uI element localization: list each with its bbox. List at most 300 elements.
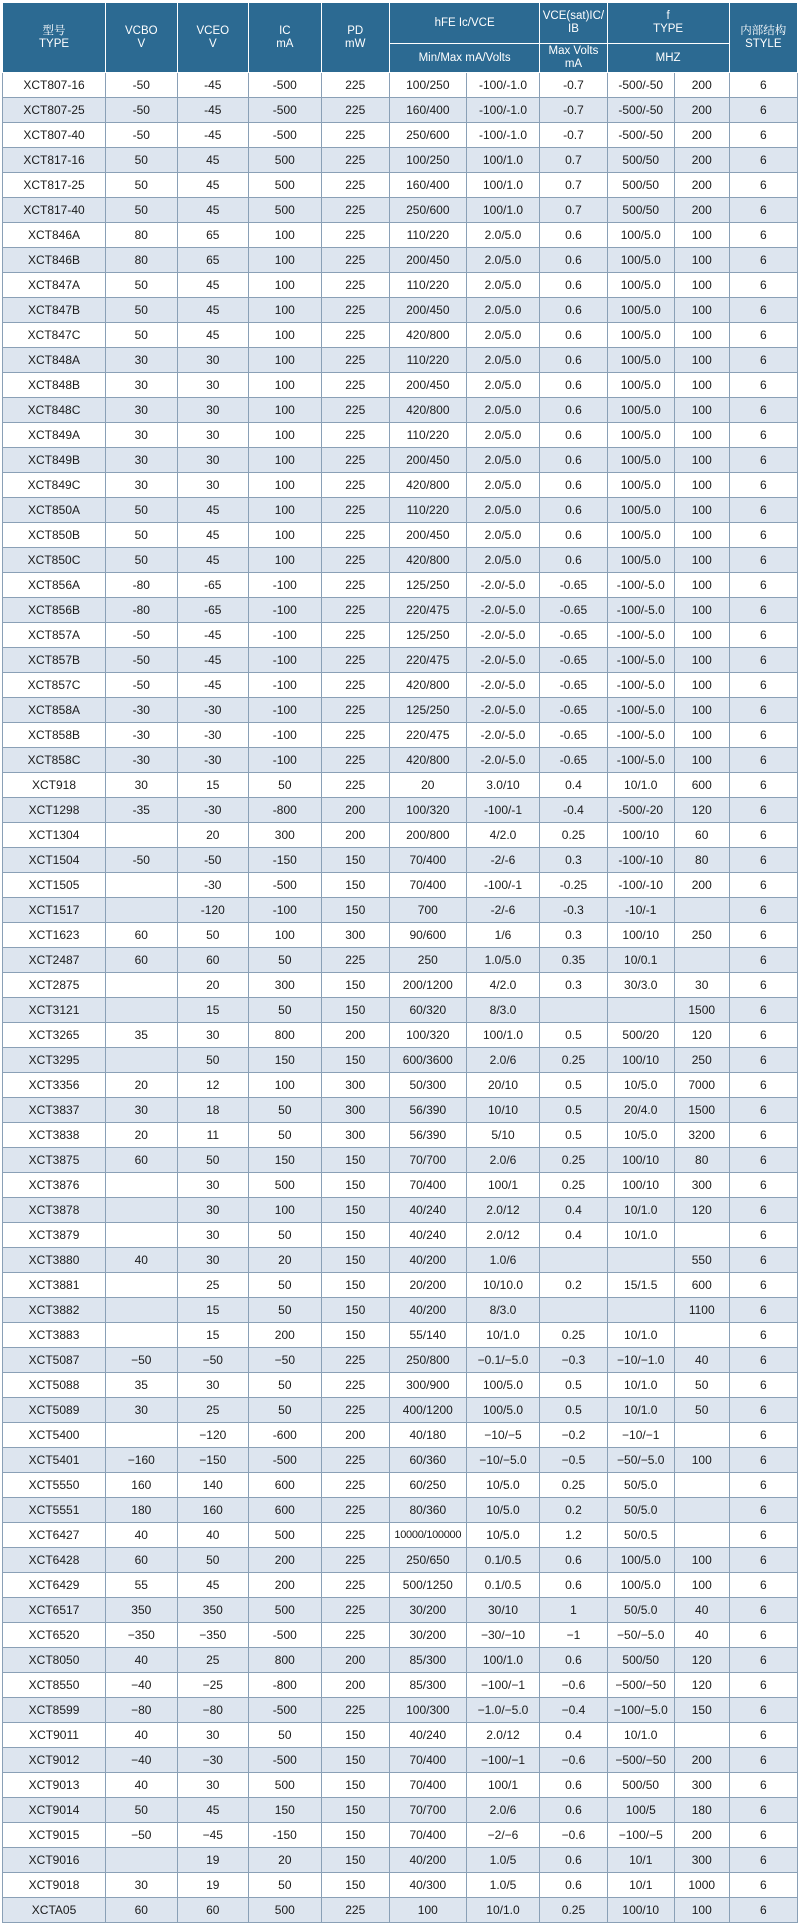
cell-pd: 200	[321, 1023, 389, 1048]
cell-vcbo: -50	[106, 623, 178, 648]
cell-vcesat: −0.2	[540, 1423, 607, 1448]
cell-vcesat-cond: 100/5.0	[607, 298, 674, 323]
cell-ic: -500	[249, 123, 322, 148]
cell-vceo: -45	[177, 123, 249, 148]
cell-type: XCT849A	[3, 423, 106, 448]
cell-hfe-cond: -2/-6	[466, 848, 540, 873]
cell-vcbo: 30	[106, 348, 178, 373]
cell-type: XCT858A	[3, 698, 106, 723]
cell-pd: 225	[321, 598, 389, 623]
cell-style: 6	[729, 1723, 797, 1748]
cell-vceo: 15	[177, 1323, 249, 1348]
header-f-sub: MHZ	[607, 44, 729, 73]
cell-ic: -800	[249, 1673, 322, 1698]
header-vceo: VCEO V	[177, 3, 249, 73]
table-row	[3, 1298, 798, 1323]
cell-hfe-cond: 2.0/5.0	[466, 273, 540, 298]
cell-style: 6	[729, 848, 797, 873]
cell-pd: 200	[321, 1423, 389, 1448]
cell-f: 50	[674, 1373, 729, 1398]
cell-vcbo	[106, 1848, 178, 1873]
cell-vcesat-cond: 100/10	[607, 1148, 674, 1173]
cell-f	[674, 1723, 729, 1748]
cell-hfe-cond: 5/10	[466, 1123, 540, 1148]
cell-type: XCT5401	[3, 1448, 106, 1473]
cell-hfe-minmax: 110/220	[389, 498, 466, 523]
cell-hfe-minmax: 200/800	[389, 823, 466, 848]
cell-hfe-cond: -2/-6	[466, 898, 540, 923]
cell-ic: 20	[249, 1248, 322, 1273]
cell-hfe-cond: 10/5.0	[466, 1498, 540, 1523]
table-row	[3, 1048, 798, 1073]
cell-hfe-minmax: 40/300	[389, 1873, 466, 1898]
cell-vceo: 30	[177, 448, 249, 473]
cell-f: 40	[674, 1348, 729, 1373]
cell-hfe-cond: 10/10	[466, 1098, 540, 1123]
cell-type: XCT3265	[3, 1023, 106, 1048]
cell-vceo: 18	[177, 1098, 249, 1123]
cell-pd: 225	[321, 948, 389, 973]
cell-type: XCT3356	[3, 1073, 106, 1098]
cell-hfe-minmax: 40/240	[389, 1223, 466, 1248]
cell-vcesat: 0.6	[540, 498, 607, 523]
cell-hfe-minmax: 30/200	[389, 1598, 466, 1623]
cell-vcbo: -80	[106, 598, 178, 623]
cell-f: 150	[674, 1698, 729, 1723]
cell-hfe-cond: 1.0/5.0	[466, 948, 540, 973]
cell-vcesat: 0.5	[540, 1398, 607, 1423]
cell-hfe-minmax: 420/800	[389, 473, 466, 498]
cell-vcesat: -0.65	[540, 648, 607, 673]
cell-hfe-cond: 100/1.0	[466, 1023, 540, 1048]
cell-vceo: 60	[177, 948, 249, 973]
cell-vcbo: 50	[106, 548, 178, 573]
cell-hfe-cond: −100/−1	[466, 1748, 540, 1773]
cell-ic: 300	[249, 973, 322, 998]
cell-f: 120	[674, 1673, 729, 1698]
cell-f: 60	[674, 823, 729, 848]
cell-vcesat: 0.7	[540, 198, 607, 223]
cell-vcesat-cond: 100/5.0	[607, 448, 674, 473]
cell-type: XCT8050	[3, 1648, 106, 1673]
cell-type: XCT8550	[3, 1673, 106, 1698]
cell-vcesat: −0.6	[540, 1673, 607, 1698]
table-row	[3, 673, 798, 698]
cell-f: 100	[674, 423, 729, 448]
cell-vcbo: -50	[106, 98, 178, 123]
cell-type: XCT6429	[3, 1573, 106, 1598]
cell-vceo: 45	[177, 198, 249, 223]
cell-style: 6	[729, 323, 797, 348]
cell-hfe-cond: 20/10	[466, 1073, 540, 1098]
cell-vcbo: 30	[106, 398, 178, 423]
cell-hfe-cond: 100/5.0	[466, 1373, 540, 1398]
cell-hfe-cond: -2.0/-5.0	[466, 748, 540, 773]
cell-type: XCT3882	[3, 1298, 106, 1323]
table-row	[3, 1873, 798, 1898]
cell-vceo: -45	[177, 648, 249, 673]
cell-style: 6	[729, 398, 797, 423]
cell-f: 200	[674, 873, 729, 898]
cell-style: 6	[729, 298, 797, 323]
cell-vceo: 30	[177, 1723, 249, 1748]
cell-type: XCT3837	[3, 1098, 106, 1123]
cell-hfe-cond: 100/1.0	[466, 148, 540, 173]
cell-vceo: 30	[177, 423, 249, 448]
cell-hfe-minmax: 80/360	[389, 1498, 466, 1523]
cell-hfe-cond: 2.0/5.0	[466, 448, 540, 473]
cell-style: 6	[729, 1048, 797, 1073]
cell-vcbo: 160	[106, 1473, 178, 1498]
cell-pd: 225	[321, 1398, 389, 1423]
cell-hfe-cond: -2.0/-5.0	[466, 623, 540, 648]
cell-vceo: 45	[177, 1573, 249, 1598]
cell-vcesat-cond: −500/−50	[607, 1748, 674, 1773]
cell-hfe-cond: 30/10	[466, 1598, 540, 1623]
cell-hfe-cond: 2.0/5.0	[466, 298, 540, 323]
cell-vcbo: 50	[106, 273, 178, 298]
cell-hfe-cond: 2.0/5.0	[466, 498, 540, 523]
cell-hfe-cond: 1.0/6	[466, 1248, 540, 1273]
cell-vcesat: 0.25	[540, 1048, 607, 1073]
cell-vcbo: 40	[106, 1773, 178, 1798]
cell-hfe-cond: 2.0/5.0	[466, 423, 540, 448]
cell-hfe-cond: −0.1/−5.0	[466, 1348, 540, 1373]
cell-f: 300	[674, 1773, 729, 1798]
cell-vcesat-cond: −10/−1	[607, 1423, 674, 1448]
cell-f	[674, 1223, 729, 1248]
cell-vcesat: 0.3	[540, 923, 607, 948]
cell-f: 100	[674, 523, 729, 548]
cell-pd: 225	[321, 1898, 389, 1923]
cell-style: 6	[729, 1098, 797, 1123]
table-row	[3, 898, 798, 923]
cell-ic: -150	[249, 1823, 322, 1848]
cell-style: 6	[729, 448, 797, 473]
cell-vceo: 20	[177, 973, 249, 998]
cell-vcbo: −80	[106, 1698, 178, 1723]
cell-type: XCT846A	[3, 223, 106, 248]
cell-hfe-minmax: 85/300	[389, 1648, 466, 1673]
cell-vcbo: -35	[106, 798, 178, 823]
cell-vcesat-cond: 10/1.0	[607, 1198, 674, 1223]
cell-vcbo	[106, 1273, 178, 1298]
cell-vceo: -45	[177, 98, 249, 123]
cell-pd: 225	[321, 523, 389, 548]
cell-vcesat-cond: 100/5.0	[607, 1548, 674, 1573]
cell-pd: 150	[321, 1773, 389, 1798]
cell-vcesat: 0.35	[540, 948, 607, 973]
cell-ic: -500	[249, 873, 322, 898]
cell-type: XCT858C	[3, 748, 106, 773]
table-row	[3, 573, 798, 598]
cell-style: 6	[729, 98, 797, 123]
cell-vcbo: 80	[106, 248, 178, 273]
cell-hfe-cond: 100/5.0	[466, 1398, 540, 1423]
cell-style: 6	[729, 1023, 797, 1048]
cell-hfe-cond: 100/1.0	[466, 173, 540, 198]
cell-vceo: 30	[177, 1198, 249, 1223]
cell-vcbo: -30	[106, 723, 178, 748]
cell-ic: 800	[249, 1648, 322, 1673]
cell-hfe-minmax: 40/200	[389, 1848, 466, 1873]
cell-type: XCT3880	[3, 1248, 106, 1273]
cell-vcbo	[106, 1423, 178, 1448]
cell-vceo: 45	[177, 148, 249, 173]
cell-vcbo: 60	[106, 1898, 178, 1923]
cell-type: XCT847C	[3, 323, 106, 348]
cell-type: XCT3878	[3, 1198, 106, 1223]
cell-style: 6	[729, 823, 797, 848]
cell-vcesat-cond: 100/5.0	[607, 223, 674, 248]
cell-vcesat: 0.6	[540, 1773, 607, 1798]
cell-hfe-cond: 100/1	[466, 1773, 540, 1798]
cell-f: 100	[674, 623, 729, 648]
cell-vcesat-cond: -100/-5.0	[607, 748, 674, 773]
cell-ic: 50	[249, 1873, 322, 1898]
cell-vcbo: 30	[106, 423, 178, 448]
cell-f: 100	[674, 673, 729, 698]
cell-vcesat-cond: -100/-5.0	[607, 648, 674, 673]
cell-vcesat: 0.6	[540, 1548, 607, 1573]
cell-vcesat: -0.65	[540, 573, 607, 598]
cell-ic: -500	[249, 1623, 322, 1648]
cell-style: 6	[729, 648, 797, 673]
table-row	[3, 73, 798, 98]
cell-style: 6	[729, 1198, 797, 1223]
cell-type: XCT857A	[3, 623, 106, 648]
cell-vcesat-cond: 100/5.0	[607, 523, 674, 548]
cell-vcesat-cond: -100/-10	[607, 873, 674, 898]
cell-ic: -100	[249, 623, 322, 648]
cell-hfe-minmax: 220/475	[389, 723, 466, 748]
cell-vcbo	[106, 1298, 178, 1323]
table-row	[3, 973, 798, 998]
cell-type: XCT5088	[3, 1373, 106, 1398]
cell-vcesat: 0.7	[540, 148, 607, 173]
cell-type: XCT848B	[3, 373, 106, 398]
cell-vcesat: −0.6	[540, 1748, 607, 1773]
cell-vcesat: 0.6	[540, 473, 607, 498]
cell-style: 6	[729, 1298, 797, 1323]
cell-style: 6	[729, 948, 797, 973]
cell-type: XCT817-25	[3, 173, 106, 198]
cell-vcesat-cond: 10/1.0	[607, 773, 674, 798]
cell-vcesat: -0.65	[540, 673, 607, 698]
header-hfe-sub: Min/Max mA/Volts	[389, 44, 539, 73]
cell-vcesat-cond: 100/5.0	[607, 1573, 674, 1598]
cell-hfe-minmax: 250/600	[389, 198, 466, 223]
cell-vcesat: 0.6	[540, 348, 607, 373]
cell-hfe-minmax: 56/390	[389, 1098, 466, 1123]
cell-hfe-minmax: 100/320	[389, 1023, 466, 1048]
cell-ic: 500	[249, 1598, 322, 1623]
cell-style: 6	[729, 1148, 797, 1173]
cell-vcesat-cond: -10/-1	[607, 898, 674, 923]
cell-f: 300	[674, 1848, 729, 1873]
cell-vcbo: 30	[106, 473, 178, 498]
cell-vceo: -50	[177, 848, 249, 873]
cell-pd: 225	[321, 148, 389, 173]
table-row	[3, 1223, 798, 1248]
cell-style: 6	[729, 198, 797, 223]
cell-vcesat: −1	[540, 1623, 607, 1648]
table-row	[3, 373, 798, 398]
cell-hfe-minmax: 420/800	[389, 398, 466, 423]
table-row	[3, 1073, 798, 1098]
cell-vceo: 45	[177, 173, 249, 198]
cell-pd: 225	[321, 723, 389, 748]
cell-vcbo: -50	[106, 673, 178, 698]
cell-vcesat: 0.6	[540, 1848, 607, 1873]
cell-pd: 225	[321, 273, 389, 298]
cell-pd: 150	[321, 1048, 389, 1073]
cell-vcbo: −50	[106, 1348, 178, 1373]
cell-f: 100	[674, 473, 729, 498]
table-row	[3, 173, 798, 198]
cell-hfe-cond: -100/-1	[466, 798, 540, 823]
cell-hfe-minmax: 250	[389, 948, 466, 973]
cell-style: 6	[729, 1898, 797, 1923]
cell-vceo: 30	[177, 1773, 249, 1798]
cell-hfe-minmax: 420/800	[389, 548, 466, 573]
cell-vceo: -30	[177, 873, 249, 898]
table-row	[3, 1423, 798, 1448]
table-row	[3, 273, 798, 298]
cell-vcesat	[540, 1298, 607, 1323]
table-row	[3, 748, 798, 773]
cell-style: 6	[729, 248, 797, 273]
cell-type: XCT9016	[3, 1848, 106, 1873]
table-row	[3, 323, 798, 348]
cell-f	[674, 1523, 729, 1548]
cell-vcesat: 0.2	[540, 1273, 607, 1298]
cell-pd: 150	[321, 1223, 389, 1248]
cell-vcesat: 0.6	[540, 273, 607, 298]
cell-ic: 50	[249, 998, 322, 1023]
cell-type: XCT9013	[3, 1773, 106, 1798]
cell-vcesat-cond: 10/1	[607, 1848, 674, 1873]
cell-type: XCT6428	[3, 1548, 106, 1573]
cell-hfe-cond: 100/1	[466, 1173, 540, 1198]
cell-vcesat: -0.4	[540, 798, 607, 823]
cell-pd: 150	[321, 1848, 389, 1873]
cell-f: 100	[674, 248, 729, 273]
cell-f: 120	[674, 798, 729, 823]
cell-f: 200	[674, 148, 729, 173]
cell-vcbo: −40	[106, 1748, 178, 1773]
cell-hfe-cond: 2.0/5.0	[466, 548, 540, 573]
cell-vceo: −80	[177, 1698, 249, 1723]
cell-vceo: 45	[177, 1798, 249, 1823]
cell-vcesat: -0.65	[540, 623, 607, 648]
cell-hfe-cond: 10/1.0	[466, 1323, 540, 1348]
cell-f: 100	[674, 1898, 729, 1923]
cell-vceo: 11	[177, 1123, 249, 1148]
cell-style: 6	[729, 1248, 797, 1273]
cell-hfe-cond: 0.1/0.5	[466, 1548, 540, 1573]
cell-f: 100	[674, 498, 729, 523]
cell-vcesat: 0.6	[540, 223, 607, 248]
cell-vcbo: 50	[106, 1798, 178, 1823]
cell-vceo: 30	[177, 1248, 249, 1273]
table-row	[3, 1248, 798, 1273]
cell-vcbo: 180	[106, 1498, 178, 1523]
cell-type: XCT3838	[3, 1123, 106, 1148]
cell-hfe-cond: -2.0/-5.0	[466, 698, 540, 723]
cell-vcesat: 0.3	[540, 848, 607, 873]
cell-hfe-minmax: 60/250	[389, 1473, 466, 1498]
cell-vcbo	[106, 973, 178, 998]
cell-pd: 150	[321, 1823, 389, 1848]
cell-vcesat	[540, 998, 607, 1023]
cell-vceo: -120	[177, 898, 249, 923]
cell-style: 6	[729, 1648, 797, 1673]
cell-pd: 225	[321, 1698, 389, 1723]
cell-vcesat: 0.5	[540, 1023, 607, 1048]
table-row	[3, 1098, 798, 1123]
cell-hfe-minmax: 40/240	[389, 1198, 466, 1223]
cell-style: 6	[729, 1398, 797, 1423]
cell-type: XCT5551	[3, 1498, 106, 1523]
cell-hfe-minmax: 200/450	[389, 523, 466, 548]
cell-style: 6	[729, 1423, 797, 1448]
cell-style: 6	[729, 673, 797, 698]
cell-style: 6	[729, 123, 797, 148]
cell-vceo: 30	[177, 1023, 249, 1048]
cell-pd: 225	[321, 1473, 389, 1498]
cell-type: XCT856A	[3, 573, 106, 598]
cell-style: 6	[729, 873, 797, 898]
cell-ic: 50	[249, 1223, 322, 1248]
cell-ic: -500	[249, 1698, 322, 1723]
cell-ic: -150	[249, 848, 322, 873]
cell-style: 6	[729, 1598, 797, 1623]
header-style: 内部结构 STYLE	[729, 3, 797, 73]
header-f: f TYPE	[607, 3, 729, 44]
cell-pd: 150	[321, 1873, 389, 1898]
cell-vcbo	[106, 1173, 178, 1198]
cell-vcesat: -0.3	[540, 898, 607, 923]
cell-pd: 225	[321, 473, 389, 498]
cell-vceo: 50	[177, 1048, 249, 1073]
cell-vceo: 65	[177, 248, 249, 273]
cell-pd: 200	[321, 1673, 389, 1698]
cell-pd: 300	[321, 1073, 389, 1098]
cell-hfe-minmax: 420/800	[389, 323, 466, 348]
cell-style: 6	[729, 1573, 797, 1598]
cell-type: XCT5400	[3, 1423, 106, 1448]
cell-vcesat: -0.7	[540, 123, 607, 148]
cell-style: 6	[729, 1748, 797, 1773]
cell-vcesat-cond: -500/-50	[607, 73, 674, 98]
cell-vcesat-cond: −500/−50	[607, 1673, 674, 1698]
cell-vcbo: −160	[106, 1448, 178, 1473]
cell-vcesat-cond: 50/0.5	[607, 1523, 674, 1548]
cell-pd: 225	[321, 423, 389, 448]
cell-vceo: -30	[177, 723, 249, 748]
table-row	[3, 1523, 798, 1548]
cell-vcesat: −0.3	[540, 1348, 607, 1373]
table-row	[3, 473, 798, 498]
cell-vcbo: 60	[106, 948, 178, 973]
cell-f: 100	[674, 223, 729, 248]
cell-vcesat-cond: 10/1.0	[607, 1223, 674, 1248]
cell-hfe-minmax: 70/400	[389, 873, 466, 898]
cell-type: XCT850C	[3, 548, 106, 573]
cell-hfe-minmax: 40/240	[389, 1723, 466, 1748]
table-row	[3, 1723, 798, 1748]
